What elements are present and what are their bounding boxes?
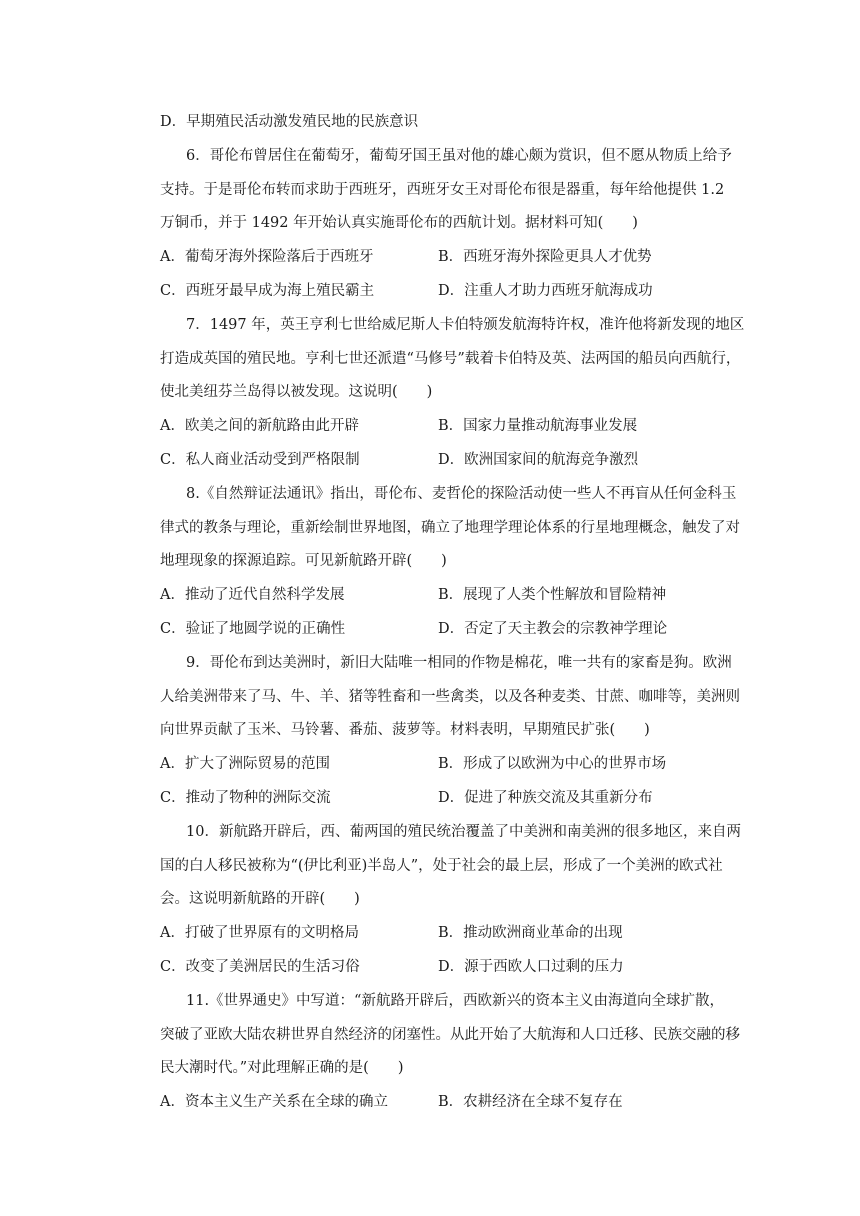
q11-option-a: A．资本主义生产关系在全球的确立 [160,1094,388,1110]
q6-option-d: D．注重人才助力西班牙航海成功 [438,283,653,299]
q7-stem-line-3: 使北美纽芬兰岛得以被发现。这说明( ) [160,384,433,400]
q10-option-b: B．推动欧洲商业革命的出现 [438,925,623,941]
q6-stem-line-2: 支持。于是哥伦布转而求助于西班牙，西班牙女王对哥伦布很是器重，每年给他提供 1.2 [160,182,725,198]
q7-stem-line-2: 打造成英国的殖民地。亨利七世还派遣“马修号”载着卡伯特及英、法两国的船员向西航行， [160,351,741,367]
q11-stem-line-3: 民大潮时代。”对此理解正确的是( ) [160,1060,404,1076]
q6-stem-line-3: 万铜币，并于 1492 年开始认真实施哥伦布的西航计划。据材料可知( ) [160,215,638,231]
q8-stem-line-1: 8.《自然辩证法通讯》指出，哥伦布、麦哲伦的探险活动使一些人不再盲从任何金科玉 [186,486,737,502]
q10-stem-line-2: 国的白人移民被称为“(伊比利亚)半岛人”，处于社会的最上层，形成了一个美洲的欧式社 [160,858,723,874]
q6-option-a: A．葡萄牙海外探险落后于西班牙 [160,249,374,265]
q10-option-d: D．源于西欧人口过剩的压力 [438,959,624,975]
q8-option-b: B．展现了人类个性解放和冒险精神 [438,587,667,603]
q9-option-b: B．形成了以欧洲为中心的世界市场 [438,756,667,772]
q8-stem-line-2: 律式的教条与理论，重新绘制世界地图，确立了地理学理论体系的行星地理概念，触发了对 [160,520,740,536]
q10-stem-line-3: 会。这说明新航路的开辟( ) [160,891,360,907]
q6-stem-line-1: 6．哥伦布曾居住在葡萄牙，葡萄牙国王虽对他的雄心颇为赏识，但不愿从物质上给予 [186,148,732,164]
q9-option-d: D．促进了种族交流及其重新分布 [438,790,653,806]
q9-stem-line-2: 人给美洲带来了马、牛、羊、猪等牲畜和一些禽类，以及各种麦类、甘蔗、咖啡等，美洲则 [160,689,740,705]
q8-stem-line-3: 地理现象的探源追踪。可见新航路开辟( ) [160,553,447,569]
q10-option-a: A．打破了世界原有的文明格局 [160,925,359,941]
q7-option-d: D．欧洲国家间的航海竞争激烈 [438,452,639,468]
q6-option-b: B．西班牙海外探险更具人才优势 [438,249,652,265]
q9-stem-line-3: 向世界贡献了玉米、马铃薯、番茄、菠萝等。材料表明，早期殖民扩张( ) [160,722,650,738]
q5-option-d: D．早期殖民活动激发殖民地的民族意识 [160,114,419,130]
q6-option-c: C．西班牙最早成为海上殖民霸主 [160,283,375,299]
q8-option-c: C．验证了地圆学说的正确性 [160,621,346,637]
q7-stem-line-1: 7．1497 年，英王亨利七世给威尼斯人卡伯特颁发航海特许权，准许他将新发现的地区 [186,317,745,333]
q11-option-b: B．农耕经济在全球不复存在 [438,1094,623,1110]
q8-option-d: D．否定了天主教会的宗教神学理论 [438,621,668,637]
q9-stem-line-1: 9．哥伦布到达美洲时，新旧大陆唯一相同的作物是棉花，唯一共有的家畜是狗。欧洲 [186,655,732,671]
q11-stem-line-2: 突破了亚欧大陆农耕世界自然经济的闭塞性。从此开始了大航海和人口迁移、民族交融的移 [160,1027,740,1043]
q7-option-a: A．欧美之间的新航路由此开辟 [160,418,359,434]
q11-stem-line-1: 11.《世界通史》中写道：“新航路开辟后，西欧新兴的资本主义由海道向全球扩散， [186,993,724,1009]
q9-option-c: C．推动了物种的洲际交流 [160,790,331,806]
q10-option-c: C．改变了美洲居民的生活习俗 [160,959,360,975]
q7-option-b: B．国家力量推动航海事业发展 [438,418,638,434]
q7-option-c: C．私人商业活动受到严格限制 [160,452,360,468]
q8-option-a: A．推动了近代自然科学发展 [160,587,345,603]
q10-stem-line-1: 10．新航路开辟后，西、葡两国的殖民统治覆盖了中美洲和南美洲的很多地区，来自两 [186,824,741,840]
q9-option-a: A．扩大了洲际贸易的范围 [160,756,330,772]
